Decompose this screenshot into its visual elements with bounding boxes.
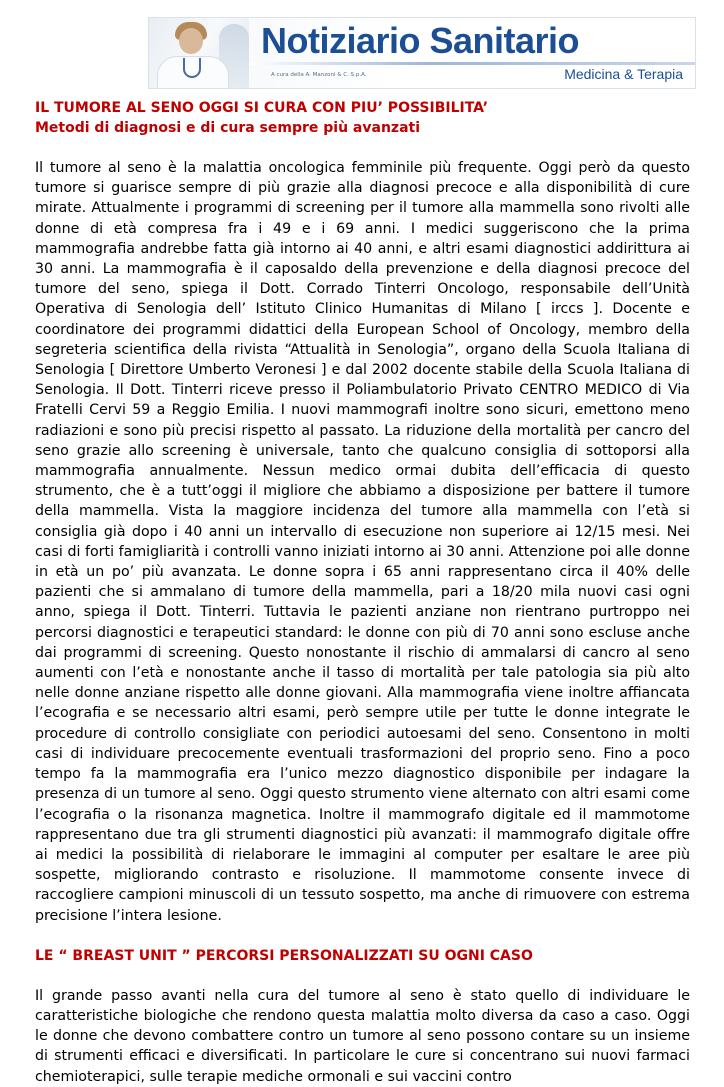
article-body [35, 98, 690, 1087]
banner-credit: A cura della A. Manzoni & C. S.p.A. [271, 72, 367, 78]
spacer [35, 138, 690, 158]
article-paragraph-2: Il grande passo avanti nella cura del tumore al seno è stato quello di individuare le caratteristiche biologiche che rendono questa malattia molto diversa da caso a caso. Oggi le donne che devono combattere contro un tumore al seno possono contare su un insieme di strumenti efficaci e diversificati. In particolare le cure si concentrano sui nuovi farmaci chemioterapici, sulle terapie mediche ormonali e sui vaccini contro [35, 987, 690, 1085]
spacer [35, 966, 690, 986]
doctor-photo [149, 18, 249, 88]
article-subtitle: Metodi di diagnosi e di cura sempre più avanzati [35, 120, 421, 136]
header-banner [148, 17, 696, 89]
section-title-breast-unit: LE “ BREAST UNIT ” PERCORSI PERSONALIZZATI SU OGNI CASO [35, 947, 533, 964]
article-paragraph-1: Il tumore al seno è la malattia oncologica femminile più frequente. Oggi però da questo tumore si guarisce sempre di più grazie alla diagnosi precoce e alla disponibilità di cure mirate. Attualmente i programmi di screening per il tumore alla mammella sono rivolti alle donne di età compresa fra i 49 e i 69 anni. I medici suggeriscono che la prima mammografia andrebbe fatta già intorno ai 40 anni, e altri esami diagnostici addirittura ai 30 anni. La mammografia è il caposaldo della prevenzione e della diagnosi precoce del tumore del seno, spiega il Dott. Corrado Tinterri Oncologo, responsabile dell’Unità Operativa di Senologia dell’ Istituto Clinico Humanitas di Milano [ irccs ]. Docente e coordinatore dei programmi didattici della European School of Oncology, membro della segreteria scientifica della rivista “Attualità in Senologia”, organo della Scuola Italiana di Senologia [ Direttore Umberto Veronesi ] e dal 2002 docente stabile della Scuola Italiana di Senologia. Il Dott. Tinterri riceve presso il Poliambulatorio Privato CENTRO MEDICO di Via Fratelli Cervi 59 a Reggio Emilia. I nuovi mammografi inoltre sono sicuri, emettono meno radiazioni e sono più precisi rispetto al passato. La riduzione della mortalità per cancro del seno grazie allo screening è universale, tanto che qualcuno consiglia di sottoporsi alla mammografia annualmente. Nessun medico ormai dubita dell’efficacia di questo strumento, che è a tutt’oggi il migliore che abbiamo a disposizione per battere il tumore della mammella. Vista la maggiore incidenza del tumore alla mammella con l’età si consiglia già dopo i 40 anni un intervallo di esecuzione non superiore ai 12/15 mesi. Nei casi di forti famigliarità i controlli vanno iniziati intorno ai 30 anni. Attenzione poi alle donne in età un po’ più avanzata. Le donne sopra i 65 anni rappresentano circa il 40% delle pazienti che si ammalano di tumore della mammella, pari a 18/20 mila nuovi casi ogni anno, spiega il Dott. Tinterri. Tuttavia le pazienti anziane non rientrano purtroppo nei percorsi diagnostici e terapeutici standard: le donne con più di 70 anni sono escluse anche dai programmi di screening. Questo nonostante il rischio di ammalarsi di cancro al seno aumenti con l’età e nonostante anche il tasso di mortalità per tale patologia sia più alto nelle donne anziane rispetto alle donne giovani. Alla mammografia viene inoltre affiancata l’ecografia e se necessario altri esami, però sempre utile per tutte le donne integrate le procedure di controllo consigliate con periodici autoesami del seno. Consentono in molti casi di individuare precocemente eventuali trasformazioni del proprio seno. Fino a poco tempo fa la mammografia era l’unico mezzo diagnostico disponibile per indagare la presenza di un tumore al seno. Oggi questo strumento viene alternato con altri esami come l’ecografia o la risonanza magnetica. Inoltre il mammografo digitale ed il mammotome rappresentano due tra gli strumenti diagnostici più avanzati: il mammografo digitale offre ai medici la possibilità di rielaborare le immagini al computer per esaltare le aree più sospette, migliorando contrasto e risoluzione. Il mammotome consente invece di raccogliere campioni minuscoli di un tessuto sospetto, ma anche di rimuovere con estrema precisione l’intera lesione. [35, 160, 690, 924]
banner-title: Notiziario Sanitario [261, 20, 580, 61]
doctor-head [179, 28, 203, 54]
article-title: IL TUMORE AL SENO OGGI SI CURA CON PIU’ POSSIBILITA’ [35, 100, 489, 116]
stethoscope-icon [183, 58, 201, 78]
spacer [35, 926, 690, 946]
banner-swoosh [249, 62, 695, 65]
banner-subtitle: Medicina & Terapia [564, 66, 683, 82]
